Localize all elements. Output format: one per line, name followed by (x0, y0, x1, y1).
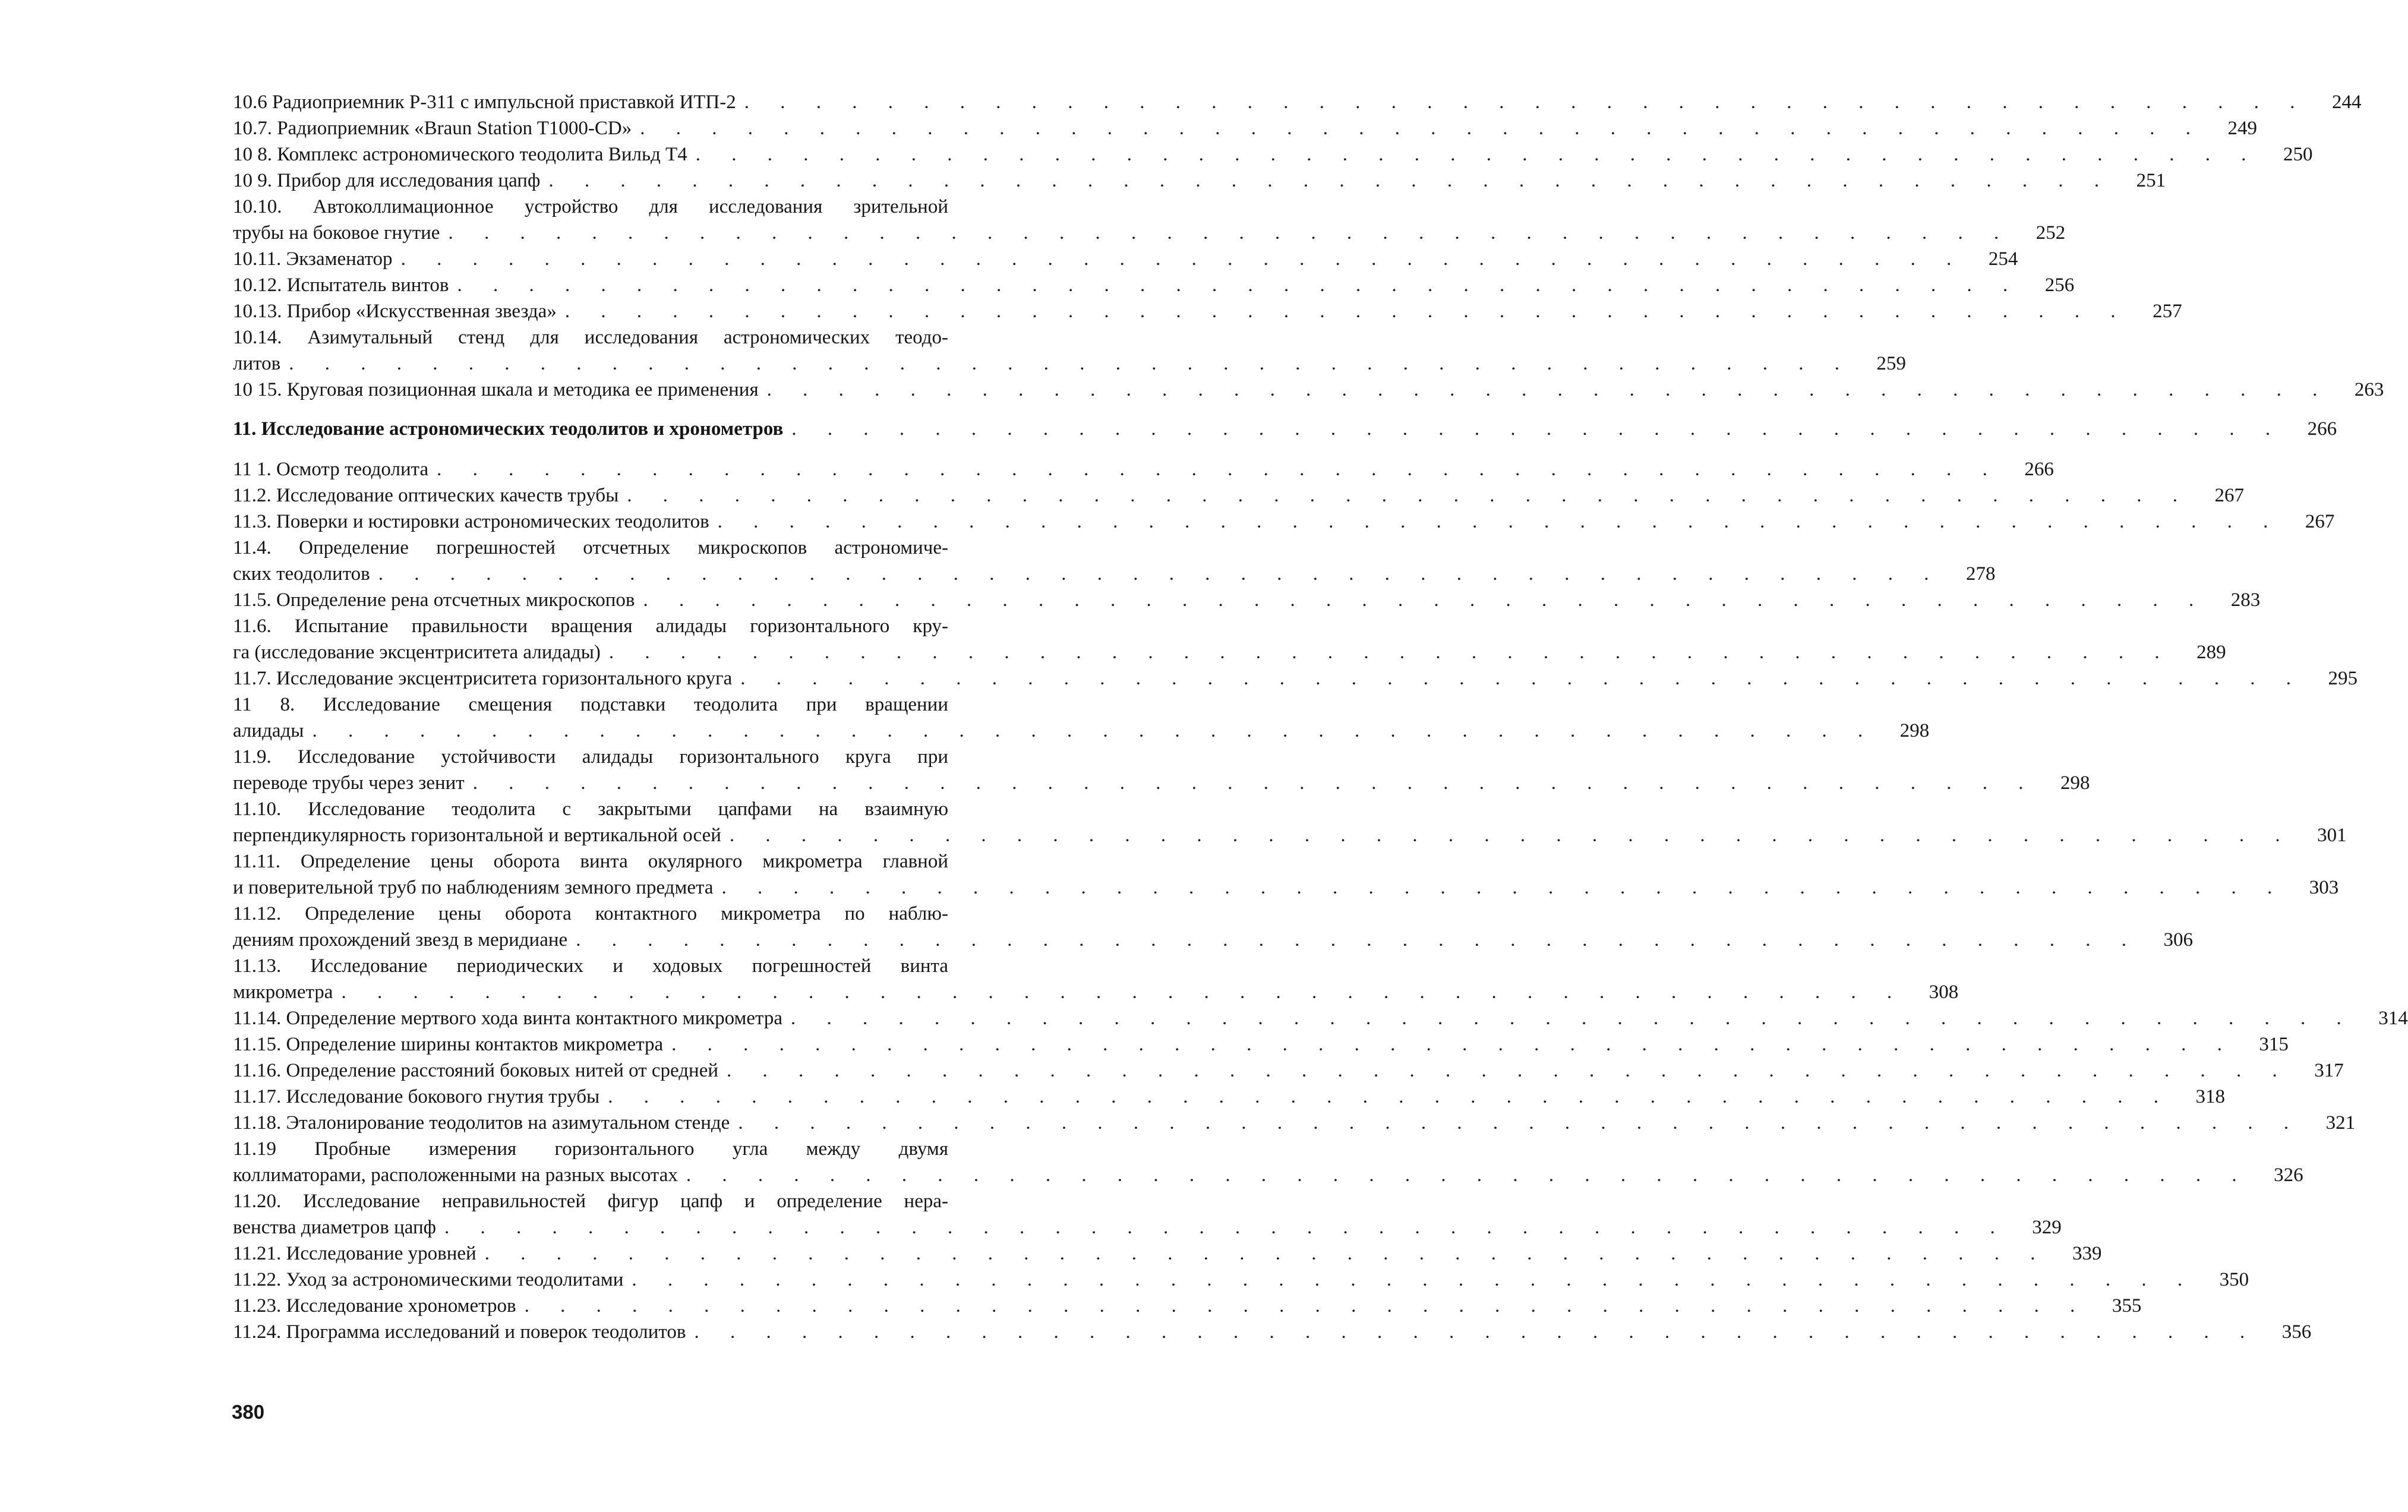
toc-entry-page: 317 (2314, 1060, 2344, 1081)
toc-entry (226, 1319, 2312, 1345)
toc-leader-dots: . . . . . . . . . . . . . . . . . . . . . . . . . . . . . . . . . . . . . . . . . . . . (717, 511, 2281, 532)
toc-leader-dots: . . . . . . . . . . . . . . . . . . . . . . . . . . . . . . . . . . . . . . . . . . . . (686, 1164, 2250, 1186)
toc-entry (226, 1267, 2249, 1293)
toc-chapter-title: 11. Исследование астрономических теодолитов и хронометров (233, 416, 791, 442)
toc-entry-page: 355 (2112, 1295, 2142, 1317)
toc-entry (226, 1084, 2225, 1110)
toc-entry-title: 11 1. Осмотр теодолита (233, 456, 437, 482)
toc-entry-title: 11.15. Определение ширины контактов микрометра (233, 1031, 671, 1058)
toc-leader-dots: . . . . . . . . . . . . . . . . . . . . . . . . . . . . . . . . . . . . . . . . . . . . (341, 981, 1905, 1003)
toc-entry (226, 1293, 2142, 1319)
toc-entry (226, 822, 2347, 848)
toc-entry (226, 141, 2313, 168)
toc-entry-text: 11.11. Определение цены оборота винта окулярного микрометра главной (233, 851, 948, 872)
toc-entry-title: коллиматорами, расположенными на разных высотах (233, 1162, 686, 1188)
toc-leader-dots: . . . . . . . . . . . . . . . . . . . . . . . . . . . . . . . . . . . . . . . . . . . . (766, 379, 2331, 400)
toc-entry-page: 249 (2227, 118, 2257, 139)
toc-entry-text: 11.13. Исследование периодических и ходовых погрешностей винта (233, 955, 948, 977)
toc-entry-page: 267 (2214, 485, 2245, 506)
toc-leader-dots: . . . . . . . . . . . . . . . . . . . . . . . . . . . . . . . . . . . . . . . . . . . . (640, 118, 2204, 139)
toc-entry-line (226, 1188, 951, 1214)
toc-leader-dots: . . . . . . . . . . . . . . . . . . . . . . . . . . . . . . . . . . . . . . . . . . . . (744, 91, 2308, 113)
toc-entry (226, 1214, 2062, 1240)
toc-entry-page: 314 (2378, 1008, 2408, 1029)
toc-entry (226, 351, 1906, 377)
toc-chapter-heading (226, 416, 2337, 442)
toc-entry-title: 10.12. Испытатель винтов (233, 272, 457, 298)
toc-entry-text: 11.4. Определение погрешностей отсчетных микроскопов астрономиче- (233, 537, 948, 558)
toc-entry-title: трубы на боковое гнутие (233, 220, 448, 246)
toc-entry-title: 11.5. Определение рена отсчетных микроскопов (233, 587, 643, 613)
toc-leader-dots: . . . . . . . . . . . . . . . . . . . . . . . . . . . . . . . . . . . . . . . . . . . . (400, 248, 1965, 270)
toc-leader-dots: . . . . . . . . . . . . . . . . . . . . . . . . . . . . . . . . . . . . . . . . . . . . (312, 720, 1876, 741)
toc-entry-title: 11.14. Определение мертвого хода винта контактного микрометра (233, 1005, 791, 1031)
toc-entry (226, 168, 2166, 194)
toc-entry-page: 250 (2283, 144, 2313, 165)
toc-entry (226, 298, 2182, 324)
toc-entry-title: и поверительной труб по наблюдениям земного предмета (233, 875, 721, 901)
toc-leader-dots: . . . . . . . . . . . . . . . . . . . . . . . . . . . . . . . . . . . . . . . . . . . . (721, 877, 2286, 898)
toc-entry-page: 278 (1966, 563, 1996, 585)
toc-entry-page: 298 (1899, 720, 1930, 741)
toc-entry-page: 295 (2328, 668, 2358, 689)
toc-leader-dots: . . . . . . . . . . . . . . . . . . . . . . . . . . . . . . . . . . . . . . . . . . . . (643, 589, 2207, 611)
toc-entry-page: 263 (2354, 379, 2384, 400)
toc-leader-dots: . . . . . . . . . . . . . . . . . . . . . . . . . . . . . . . . . . . . . . . . . . . . (729, 825, 2293, 846)
toc-entry (226, 1031, 2289, 1058)
toc-leader-dots: . . . . . . . . . . . . . . . . . . . . . . . . . . . . . . . . . . . . . . . . . . . . (608, 642, 2173, 663)
toc-section-10 (226, 89, 2384, 403)
toc-entry (226, 89, 2362, 115)
toc-entry-page: 298 (2060, 772, 2090, 794)
toc-entry-title: алидады (233, 718, 312, 744)
toc-entry-page: 266 (2024, 459, 2054, 480)
toc-entry-page: 283 (2230, 589, 2261, 611)
toc-entry-title: ских теодолитов (233, 561, 378, 587)
toc-leader-dots: . . . . . . . . . . . . . . . . . . . . . . . . . . . . . . . . . . . . . . . . . . . . (738, 1112, 2302, 1134)
toc-entry-title: перпендикулярность горизонтальной и вертикальной осей (233, 822, 730, 848)
toc-section-11 (226, 456, 2408, 1345)
toc-entry-text: 11.10. Исследование теодолита с закрытыми цапфами на взаимную (233, 798, 948, 820)
toc-entry (226, 220, 2066, 246)
toc-entry-page: 244 (2332, 91, 2362, 113)
toc-leader-dots: . . . . . . . . . . . . . . . . . . . . . . . . . . . . . . . . . . . . . . . . . . . . (627, 485, 2191, 506)
toc-entry (226, 482, 2245, 509)
toc-entry-title: 11.18. Эталонирование теодолитов на азимутальном стенде (233, 1110, 738, 1136)
toc-leader-dots: . . . . . . . . . . . . . . . . . . . . . . . . . . . . . . . . . . . . . . . . . . . . (444, 1217, 2008, 1238)
table-of-contents (226, 89, 2408, 1345)
toc-entry-line (226, 324, 951, 351)
toc-entry-line (226, 692, 951, 718)
toc-entry (226, 1005, 2408, 1031)
toc-entry-page: 251 (2136, 170, 2166, 191)
toc-leader-dots: . . . . . . . . . . . . . . . . . . . . . . . . . . . . . . . . . . . . . . . . . . . . (564, 301, 2129, 322)
toc-entry (226, 272, 2075, 298)
toc-entry-title: 10.13. Прибор «Искусственная звезда» (233, 298, 565, 324)
toc-entry-title: 10 9. Прибор для исследования цапф (233, 168, 548, 194)
toc-entry-page: 267 (2305, 511, 2335, 532)
toc-entry-page: 252 (2035, 222, 2066, 244)
toc-entry (226, 639, 2226, 665)
toc-entry-title: 11.3. Поверки и юстировки астрономических теодолитов (233, 509, 718, 535)
toc-entry (226, 587, 2261, 613)
toc-entry (226, 875, 2339, 901)
toc-leader-dots: . . . . . . . . . . . . . . . . . . . . . . . . . . . . . . . . . . . . . . . . . . . . (484, 1243, 2049, 1264)
toc-entry-title: га (исследование эксцентриситета алидады) (233, 639, 609, 665)
toc-entry-title: дениям прохождений звезд в меридиане (233, 927, 576, 953)
toc-entry-title: 11.24. Программа исследований и поверок теодолитов (233, 1319, 694, 1345)
toc-entry-title: венства диаметров цапф (233, 1214, 444, 1240)
toc-entry-page: 257 (2153, 301, 2182, 322)
toc-entry-title: 10.11. Экзаменатор (233, 246, 401, 272)
toc-entry (226, 665, 2358, 692)
toc-leader-dots: . . . . . . . . . . . . . . . . . . . . . . . . . . . . . . . . . . . . . . . . . . . . (524, 1295, 2088, 1317)
toc-entry (226, 979, 1959, 1005)
toc-leader-dots: . . . . . . . . . . . . . . . . . . . . . . . . . . . . . . . . . . . . . . . . . . . . (632, 1269, 2196, 1290)
toc-entry-page: 356 (2281, 1321, 2312, 1343)
toc-entry-text: 11.20. Исследование неправильностей фигур цапф и определение нера- (233, 1191, 948, 1212)
toc-leader-dots: . . . . . . . . . . . . . . . . . . . . . . . . . . . . . . . . . . . . . . . . . . (791, 418, 2284, 440)
toc-entry-title: 11.23. Исследование хронометров (233, 1293, 525, 1319)
toc-entry-title: 10.6 Радиоприемник Р-311 с импульсной приставкой ИТП-2 (233, 89, 744, 115)
toc-entry-line (226, 535, 951, 561)
toc-leader-dots: . . . . . . . . . . . . . . . . . . . . . . . . . . . . . . . . . . . . . . . . . . . . (289, 353, 1852, 374)
toc-leader-dots: . . . . . . . . . . . . . . . . . . . . . . . . . . . . . . . . . . . . . . . . . . . . (791, 1008, 2355, 1029)
toc-entry (226, 1110, 2356, 1136)
toc-entry-line (226, 744, 951, 770)
toc-entry-line (226, 613, 951, 639)
toc-entry-text: 11.19 Пробные измерения горизонтального угла между двумя (233, 1138, 948, 1160)
toc-entry-text: 11.9. Исследование устойчивости алидады горизонтального круга при (233, 746, 948, 768)
toc-entry-page: 321 (2325, 1112, 2356, 1134)
toc-leader-dots: . . . . . . . . . . . . . . . . . . . . . . . . . . . . . . . . . . . . . . . . . . . . (727, 1060, 2290, 1081)
toc-entry-page: 350 (2219, 1269, 2249, 1290)
toc-entry-page: 306 (2163, 929, 2193, 951)
toc-entry-page: 256 (2044, 274, 2075, 296)
toc-entry-title: 10 8. Комплекс астрономического теодолита Вильд Т4 (233, 141, 696, 168)
toc-entry-title: 10 15. Круговая позиционная шкала и методика ее применения (233, 377, 767, 403)
toc-chapter-page: 266 (2307, 418, 2337, 440)
toc-entry-title: 11.16. Определение расстояний боковых нитей от средней (233, 1058, 727, 1084)
toc-leader-dots: . . . . . . . . . . . . . . . . . . . . . . . . . . . . . . . . . . . . . . . . . . . . (457, 274, 2021, 296)
toc-entry (226, 1162, 2303, 1188)
toc-entry-title: 11.21. Исследование уровней (233, 1240, 485, 1267)
toc-leader-dots: . . . . . . . . . . . . . . . . . . . . . . . . . . . . . . . . . . . . . . . . . . . . (576, 929, 2139, 951)
toc-leader-dots: . . . . . . . . . . . . . . . . . . . . . . . . . . . . . . . . . . . . . . . . . . . . (695, 144, 2259, 165)
toc-leader-dots: . . . . . . . . . . . . . . . . . . . . . . . . . . . . . . . . . . . . . . . . . . . . (472, 772, 2037, 794)
toc-entry-text: 11 8. Исследование смещения подставки теодолита при вращении (233, 694, 948, 715)
toc-entry (226, 1058, 2344, 1084)
toc-entry-title: 11.17. Исследование бокового гнутия трубы (233, 1084, 608, 1110)
toc-entry-title: микрометра (233, 979, 341, 1005)
toc-leader-dots: . . . . . . . . . . . . . . . . . . . . . . . . . . . . . . . . . . . . . . . . . . . . (378, 563, 1942, 585)
toc-entry-line (226, 1136, 951, 1162)
toc-entry-title: 11.22. Уход за астрономическими теодолитами (233, 1267, 632, 1293)
toc-entry (226, 456, 2054, 482)
toc-entry-text: 11.12. Определение цены оборота контактного микрометра по наблю- (233, 903, 948, 924)
toc-entry-page: 301 (2317, 825, 2347, 846)
toc-entry-page: 259 (1876, 353, 1906, 374)
toc-entry-line (226, 796, 951, 822)
toc-entry-line (226, 953, 951, 979)
toc-entry-page: 326 (2274, 1164, 2303, 1186)
toc-entry-page: 318 (2195, 1086, 2225, 1107)
toc-leader-dots: . . . . . . . . . . . . . . . . . . . . . . . . . . . . . . . . . . . . . . . . . . . . (694, 1321, 2258, 1343)
page-number: 380 (232, 1401, 265, 1423)
toc-leader-dots: . . . . . . . . . . . . . . . . . . . . . . . . . . . . . . . . . . . . . . . . . . . . (437, 459, 2000, 480)
toc-entry-title: 11.7. Исследование эксцентриситета горизонтального круга (233, 665, 740, 692)
toc-entry (226, 115, 2257, 141)
toc-entry-text: 11.6. Испытание правильности вращения алидады горизонтального кру- (233, 615, 948, 637)
toc-entry-page: 254 (1988, 248, 2018, 270)
toc-entry-title: переводе трубы через зенит (233, 770, 473, 796)
toc-entry-page: 315 (2259, 1034, 2289, 1055)
toc-entry-page: 303 (2309, 877, 2339, 898)
toc-entry-line (226, 901, 951, 927)
toc-entry-title: 11.2. Исследование оптических качеств трубы (233, 482, 627, 509)
toc-entry-title: литов (233, 351, 289, 377)
toc-entry (226, 927, 2193, 953)
toc-leader-dots: . . . . . . . . . . . . . . . . . . . . . . . . . . . . . . . . . . . . . . . . . . . . (448, 222, 2012, 244)
toc-entry (226, 246, 2018, 272)
toc-leader-dots: . . . . . . . . . . . . . . . . . . . . . . . . . . . . . . . . . . . . . . . . . . . . (608, 1086, 2172, 1107)
toc-leader-dots: . . . . . . . . . . . . . . . . . . . . . . . . . . . . . . . . . . . . . . . . . . . . (740, 668, 2305, 689)
toc-leader-dots: . . . . . . . . . . . . . . . . . . . . . . . . . . . . . . . . . . . . . . . . . . . . (671, 1034, 2235, 1055)
toc-entry-text: 10.14. Азимутальный стенд для исследования астрономических теодо- (233, 327, 948, 348)
toc-entry-page: 308 (1929, 981, 1959, 1003)
toc-entry (226, 718, 1930, 744)
toc-entry-page: 289 (2196, 642, 2226, 663)
toc-entry-title: 10.7. Радиоприемник «Braun Station T1000-CD» (233, 115, 640, 141)
toc-entry (226, 1240, 2102, 1267)
toc-entry-page: 329 (2032, 1217, 2062, 1238)
toc-entry (226, 377, 2384, 403)
toc-entry-page: 339 (2072, 1243, 2102, 1264)
toc-entry (226, 770, 2090, 796)
toc-entry (226, 561, 1996, 587)
toc-entry-text: 10.10. Автоколлимационное устройство для исследования зрительной (233, 196, 948, 217)
toc-entry (226, 509, 2335, 535)
toc-entry-line (226, 194, 951, 220)
toc-entry-line (226, 848, 951, 875)
toc-leader-dots: . . . . . . . . . . . . . . . . . . . . . . . . . . . . . . . . . . . . . . . . . . . . (548, 170, 2113, 191)
